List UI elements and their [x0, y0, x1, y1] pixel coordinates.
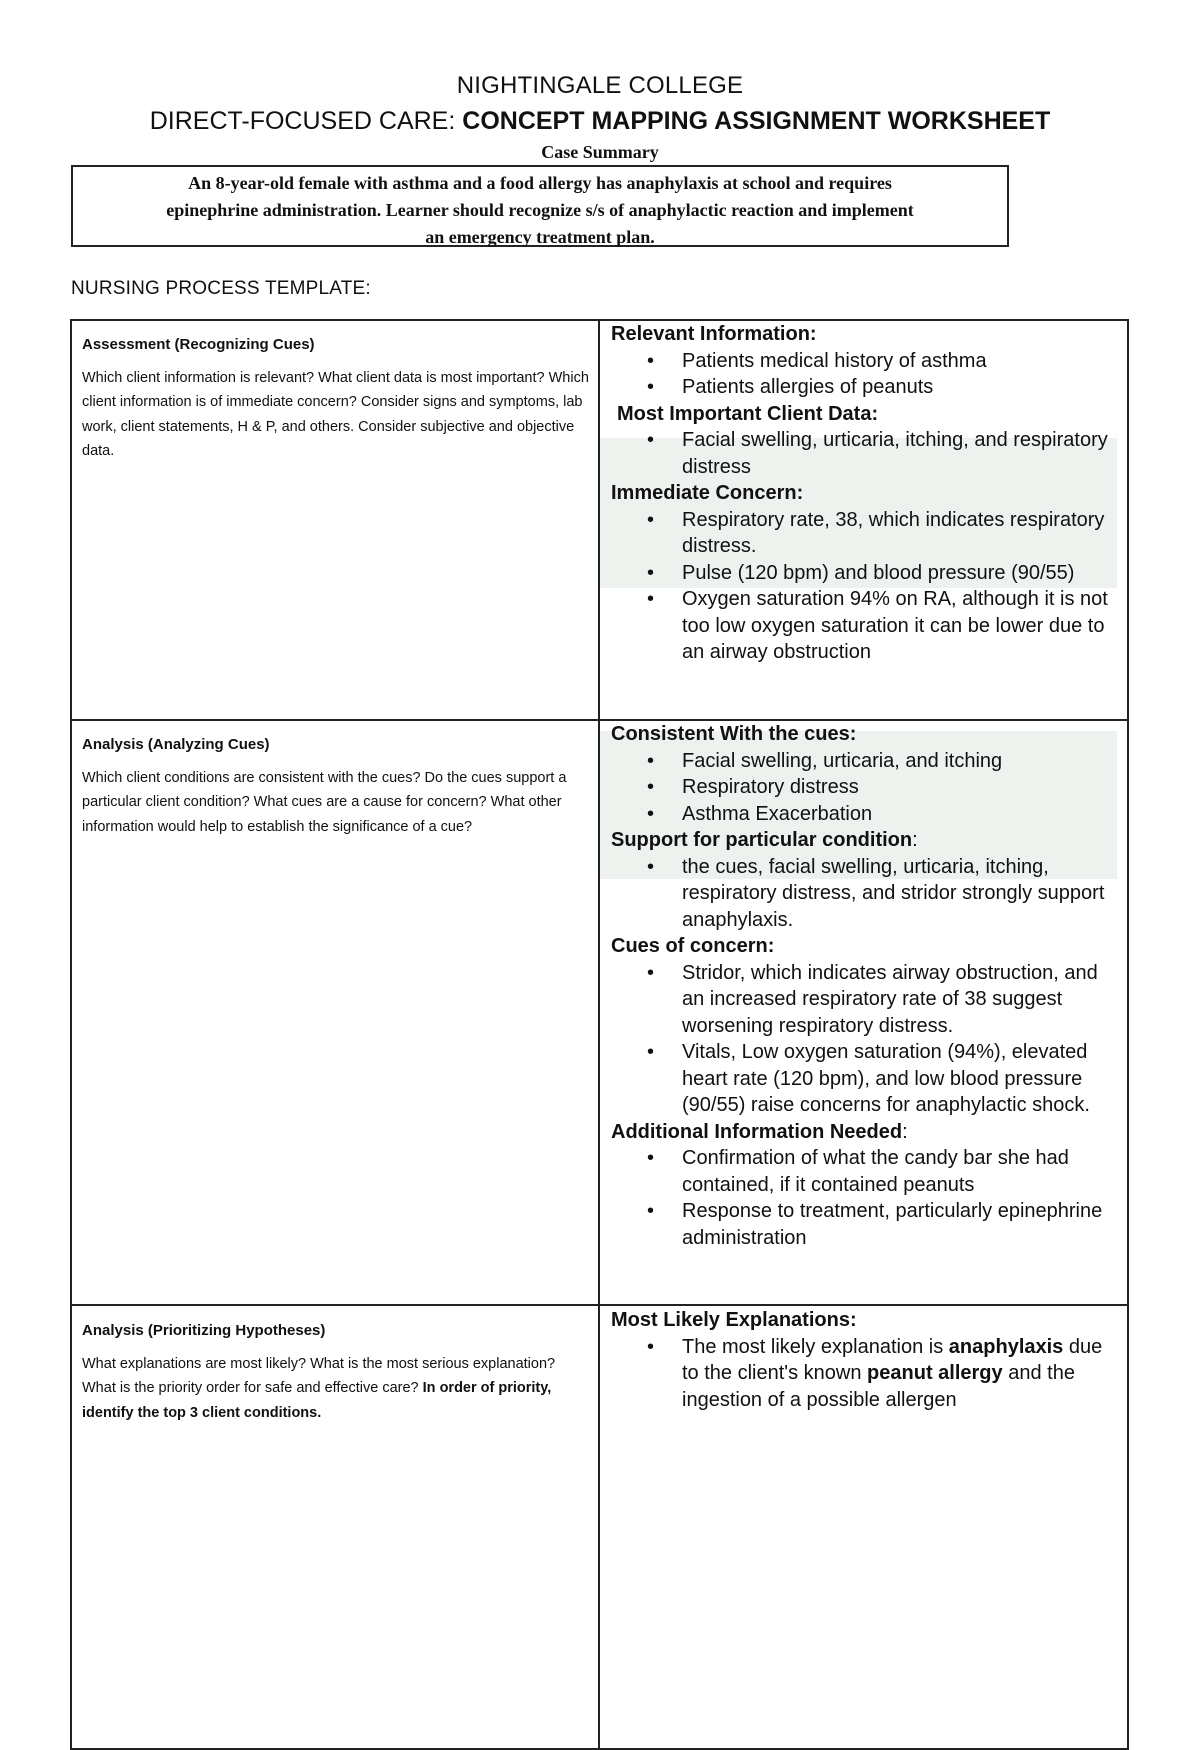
- section-heading: Consistent With the cues:: [611, 723, 857, 745]
- column-divider: [598, 319, 600, 1750]
- case-summary-box: [71, 165, 1009, 247]
- section-heading: Cues of concern:: [611, 935, 775, 957]
- bullet-list: [611, 348, 1121, 401]
- template-label: NURSING PROCESS TEMPLATE:: [71, 278, 371, 299]
- list-item: • Response to treatment, particularly epinephrine administration: [611, 1198, 1121, 1251]
- row-prompt: Which client information is relevant? What client data is most important? Which client information is of immediate concern? Consider signs and symptoms, lab work, client statements, H & P, and others. Consider subjective and objective data.: [82, 369, 589, 459]
- bullet-list: [611, 427, 1121, 480]
- list-item: • Respiratory distress: [611, 774, 1121, 801]
- case-summary-line: An 8-year-old female with asthma and a food allergy has anaphylaxis at school and requires: [188, 173, 892, 193]
- list-item: • Patients medical history of asthma: [611, 348, 1121, 375]
- case-summary-label: Case Summary: [541, 142, 659, 162]
- bullet-list: [611, 507, 1121, 666]
- bullet-list: [611, 1145, 1121, 1251]
- list-item: • Confirmation of what the candy bar she had contained, if it contained peanuts: [611, 1145, 1121, 1198]
- row-divider: [70, 1304, 1129, 1306]
- list-item: • Vitals, Low oxygen saturation (94%), elevated heart rate (120 bpm), and low blood pressure (90/55) raise concerns for anaphylactic shock.: [611, 1039, 1121, 1119]
- row-assessment-prompt: [82, 333, 592, 464]
- section-heading: Additional Information Needed:: [611, 1120, 908, 1143]
- case-summary-line: epinephrine administration. Learner should recognize s/s of anaphylactic reaction and implement: [166, 200, 914, 220]
- list-item: • Facial swelling, urticaria, and itching: [611, 748, 1121, 775]
- row-analyzing-response: [611, 721, 1121, 1251]
- college-name: NIGHTINGALE COLLEGE: [456, 72, 744, 99]
- row-prompt-bold: In order of priority, identify the top 3 client conditions.: [82, 1380, 552, 1421]
- list-item: • Respiratory rate, 38, which indicates respiratory distress.: [611, 507, 1121, 560]
- row-title: Analysis (Analyzing Cues): [82, 736, 270, 753]
- section-heading: Relevant Information:: [611, 323, 817, 345]
- course-prefix: DIRECT-FOCUSED CARE:: [149, 107, 456, 135]
- course-title: CONCEPT MAPPING ASSIGNMENT WORKSHEET: [462, 107, 1051, 135]
- section-heading: Most Important Client Data:: [617, 402, 879, 425]
- row-prompt: Which client conditions are consistent with the cues? Do the cues support a particular client condition? What cues are a cause for concern? What other information would help to establish the significance of a cue?: [82, 769, 567, 835]
- nursing-process-table: [70, 319, 1129, 1750]
- list-item: • the cues, facial swelling, urticaria, itching, respiratory distress, and stridor strongly support anaphylaxis.: [611, 854, 1121, 934]
- list-item: • Oxygen saturation 94% on RA, although it is not too low oxygen saturation it can be lower due to an airway obstruction: [611, 586, 1121, 666]
- row-prioritizing-response: [611, 1307, 1121, 1413]
- row-prompt: What explanations are most likely? What is the most serious explanation? What is the priority order for safe and effective care? In order of priority, identify the top 3 client conditions.: [82, 1355, 556, 1421]
- list-item: • Asthma Exacerbation: [611, 801, 1121, 828]
- worksheet-title: [0, 107, 1200, 136]
- list-item: • The most likely explanation is anaphylaxis due to the client's known peanut allergy and the ingestion of a possible allergen: [611, 1334, 1121, 1414]
- row-analyzing-prompt: [82, 733, 592, 839]
- row-title: Analysis (Prioritizing Hypotheses): [82, 1322, 326, 1339]
- row-prioritizing-prompt: [82, 1319, 592, 1425]
- bullet-list: [611, 748, 1121, 828]
- list-item: • Pulse (120 bpm) and blood pressure (90/55): [611, 560, 1121, 587]
- list-item: • Facial swelling, urticaria, itching, and respiratory distress: [611, 427, 1121, 480]
- bullet-list: [611, 960, 1121, 1119]
- section-heading: Immediate Concern:: [611, 482, 804, 504]
- list-item: • Stridor, which indicates airway obstruction, and an increased respiratory rate of 38 suggest worsening respiratory distress.: [611, 960, 1121, 1040]
- case-summary-line: an emergency treatment plan.: [425, 227, 655, 247]
- list-item: • Patients allergies of peanuts: [611, 374, 1121, 401]
- row-title: Assessment (Recognizing Cues): [82, 336, 315, 353]
- row-assessment-response: [611, 321, 1121, 666]
- bullet-list: [611, 854, 1121, 934]
- section-heading: Support for particular condition:: [611, 829, 918, 851]
- section-heading: Most Likely Explanations:: [611, 1309, 857, 1331]
- bullet-list: [611, 1334, 1121, 1414]
